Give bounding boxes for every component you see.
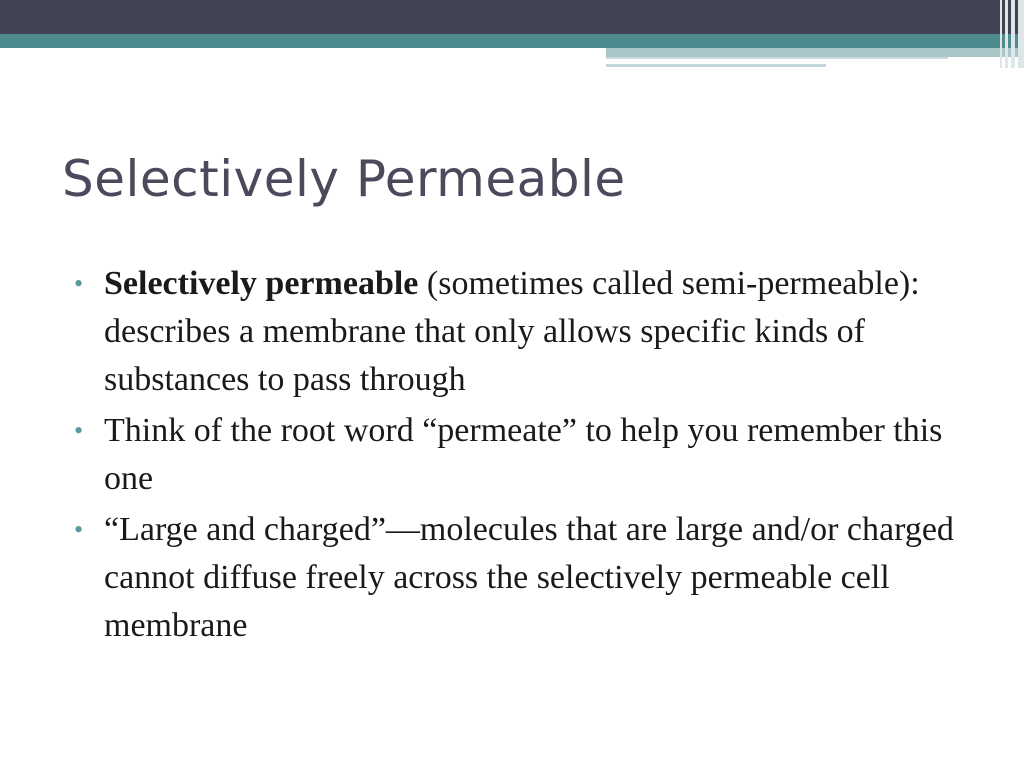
slide-title: Selectively Permeable	[62, 150, 626, 208]
bullet-icon: •	[74, 416, 84, 445]
header-accent-line	[606, 64, 826, 67]
bullet-icon: •	[74, 269, 84, 298]
bullet-item	[74, 260, 954, 404]
header-dark-band	[0, 0, 1024, 34]
bullet-text: “Large and charged”—molecules that are large and/or charged cannot diffuse freely across the selectively permeable cell membrane	[104, 511, 954, 644]
bullet-term: Selectively permeable	[104, 265, 419, 302]
header-teal-band	[0, 34, 1024, 48]
bullet-item	[74, 407, 954, 503]
bullet-item	[74, 506, 954, 650]
header-light-band	[606, 48, 1024, 57]
bullet-text: (sometimes called semi-permeable): describes a membrane that only allows specific kinds of substances to pass through	[104, 265, 920, 398]
bullet-list	[74, 260, 954, 653]
bullet-text: Think of the root word “permeate” to help you remember this one	[104, 412, 943, 497]
bullet-icon: •	[74, 515, 84, 544]
header-stripes	[994, 0, 1024, 68]
header-accent-line	[606, 57, 948, 59]
